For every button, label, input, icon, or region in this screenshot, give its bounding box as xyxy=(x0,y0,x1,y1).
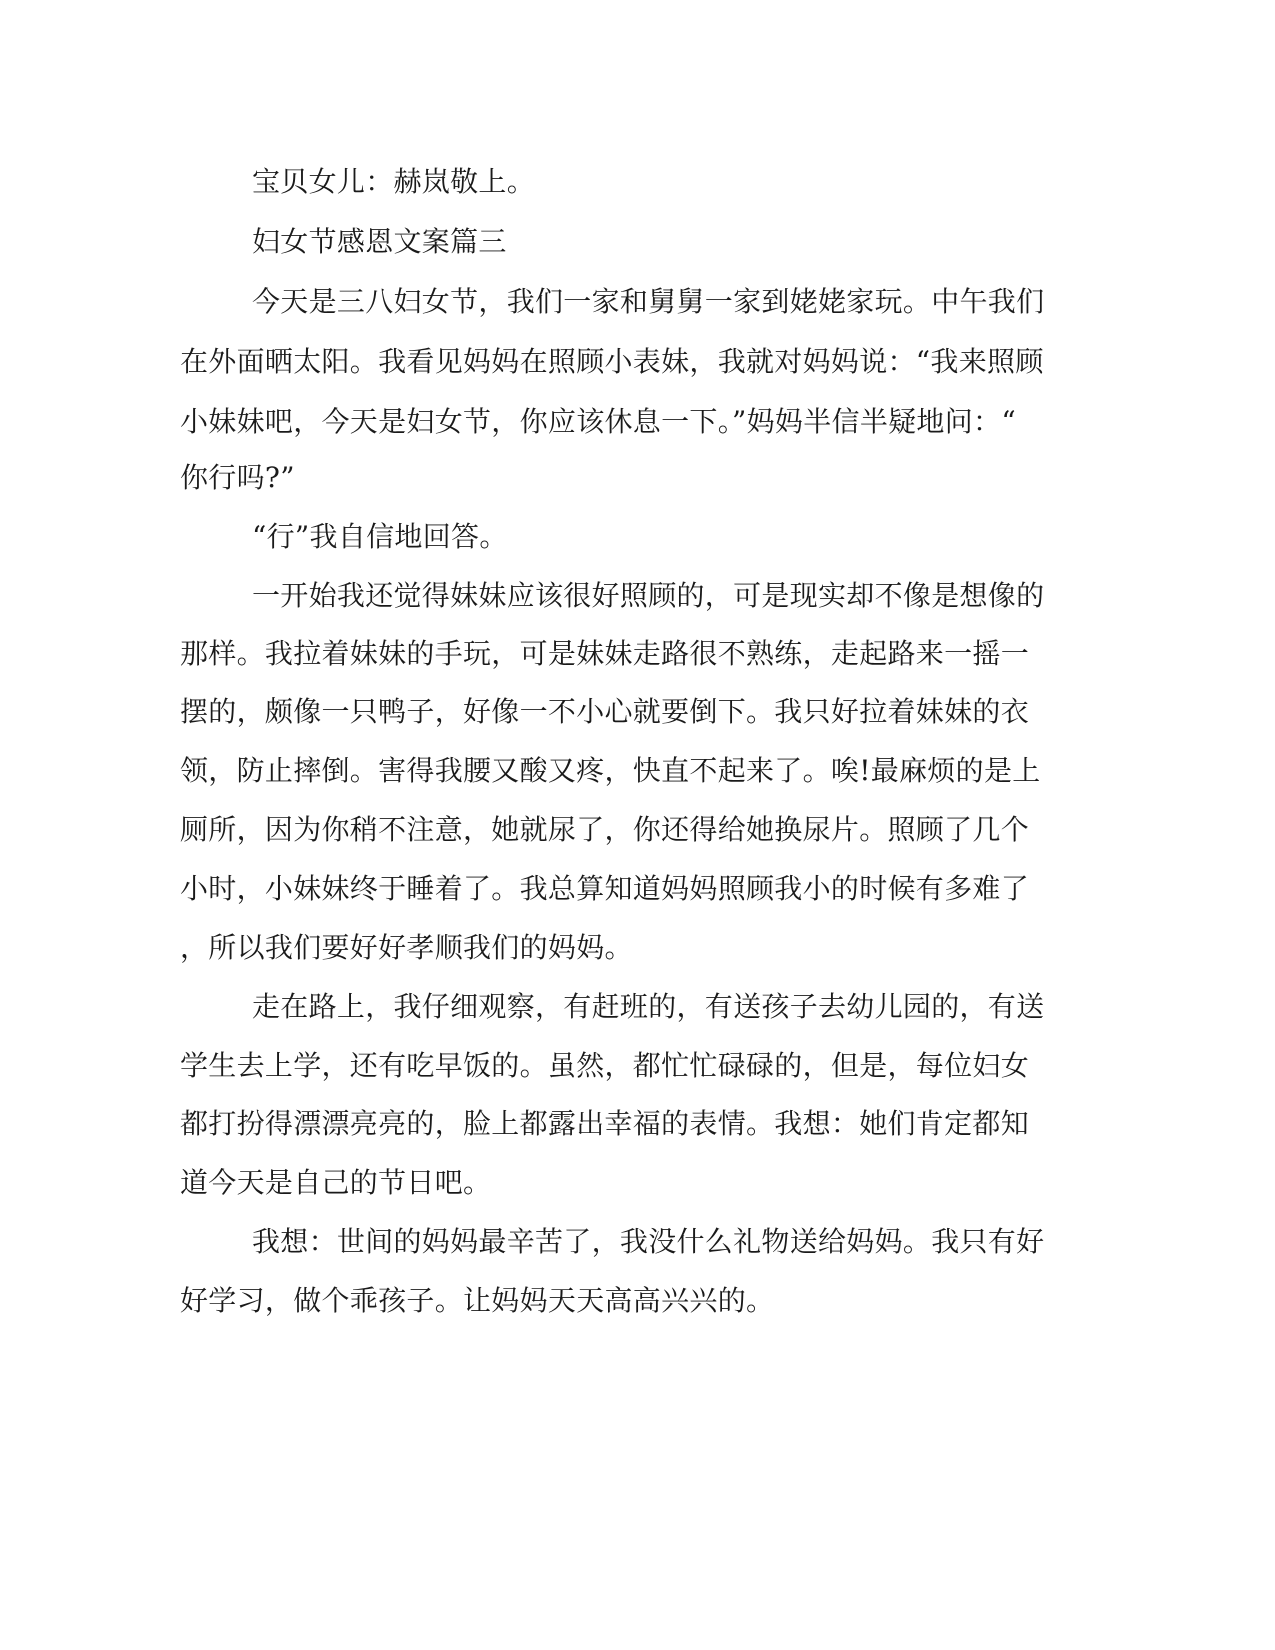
paragraph-1-line-3: 小妹妹吧，今天是妇女节，你应该休息一下。”妈妈半信半疑地问：“ xyxy=(180,405,1016,438)
paragraph-4-line-3: 都打扮得漂漂亮亮的，脸上都露出幸福的表情。我想：她们肯定都知 xyxy=(180,1107,1030,1140)
paragraph-3-line-2: 那样。我拉着妹妹的手玩，可是妹妹走路很不熟练，走起路来一摇一 xyxy=(180,637,1030,670)
paragraph-3-line-7: ，所以我们要好好孝顺我们的妈妈。 xyxy=(180,931,633,964)
paragraph-3-line-1: 一开始我还觉得妹妹应该很好照顾的，可是现实却不像是想像的 xyxy=(252,579,1045,612)
paragraph-3-line-5: 厕所，因为你稍不注意，她就尿了，你还得给她换尿片。照顾了几个 xyxy=(180,813,1030,846)
section-heading: 妇女节感恩文案篇三 xyxy=(252,225,507,258)
paragraph-2-line-1: “行”我自信地回答。 xyxy=(252,520,508,553)
paragraph-5-line-1: 我想：世间的妈妈最辛苦了，我没什么礼物送给妈妈。我只有好 xyxy=(252,1225,1045,1258)
paragraph-4-line-1: 走在路上，我仔细观察，有赶班的，有送孩子去幼儿园的，有送 xyxy=(252,990,1045,1023)
paragraph-4-line-4: 道今天是自己的节日吧。 xyxy=(180,1166,492,1199)
paragraph-3-line-4: 领，防止摔倒。害得我腰又酸又疼，快直不起来了。唉!最麻烦的是上 xyxy=(180,754,1041,787)
signature-line: 宝贝女儿：赫岚敬上。 xyxy=(252,165,536,198)
paragraph-4-line-2: 学生去上学，还有吃早饭的。虽然，都忙忙碌碌的，但是，每位妇女 xyxy=(180,1049,1030,1082)
paragraph-1-line-2: 在外面晒太阳。我看见妈妈在照顾小表妹，我就对妈妈说：“我来照顾 xyxy=(180,345,1044,378)
paragraph-1-line-1: 今天是三八妇女节，我们一家和舅舅一家到姥姥家玩。中午我们 xyxy=(252,285,1045,318)
paragraph-3-line-3: 摆的，颇像一只鸭子，好像一不小心就要倒下。我只好拉着妹妹的衣 xyxy=(180,695,1030,728)
paragraph-1-line-4: 你行吗?” xyxy=(180,461,295,494)
paragraph-5-line-2: 好学习，做个乖孩子。让妈妈天天高高兴兴的。 xyxy=(180,1284,775,1317)
paragraph-3-line-6: 小时，小妹妹终于睡着了。我总算知道妈妈照顾我小的时候有多难了 xyxy=(180,872,1030,905)
